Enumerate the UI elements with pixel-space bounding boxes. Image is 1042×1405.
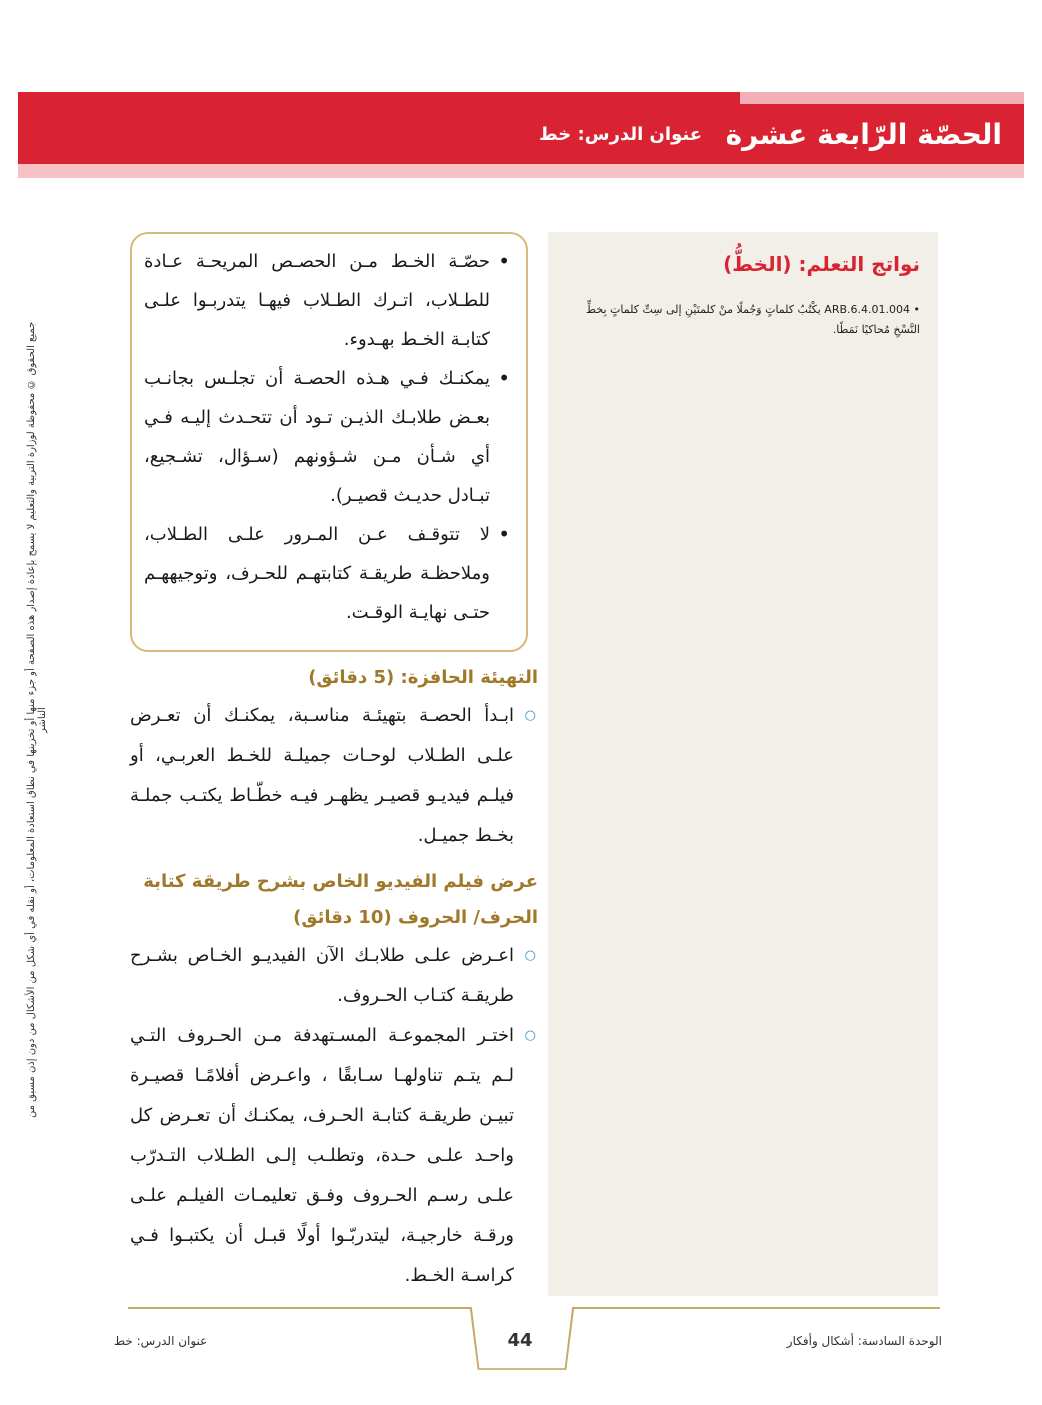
tip-item: • يمكنـك فـي هـذه الحصـة أن تجلـس بجانـب بعـض طلابـك الذيـن تـود أن تتحـدث إليـه فـي أي شـأن مـن شـؤونهم (سـؤال، تشـجيع، تبـادل حديـث قصيـر). (144, 359, 510, 515)
outcomes-panel (548, 232, 938, 1296)
outcomes-title: نواتج التعلم: (الخطُّ) (723, 252, 920, 276)
tips-list (144, 242, 510, 632)
video-list (130, 936, 538, 1296)
outcome-item: • ARB.6.4.01.004 يكْتُبُ كلماتٍ وَجُملًا منْ كلمتَيْنِ إلى سِتِّ كلماتٍ بِخطِّ النَّسْخِ مُحاكيًا نَمَطًا. (585, 303, 920, 336)
video-section-title: عرض فيلم الفيديو الخاص بشرح طريقة كتابة الحرف/ الحروف (10 دقائق) (143, 871, 538, 928)
warmup-title: التهيئة الحافزة: (5 دقائق) (308, 667, 538, 688)
tip-item: • حصّـة الخـط مـن الحصـص المريحـة عـادة للطـلاب، اتـرك الطـلاب فيهـا يتدربـوا علـى كتابـة الخـط بهـدوء. (144, 242, 510, 359)
footer-unit: الوحدة السادسة: أشكال وأفكار (786, 1334, 942, 1348)
lesson-steps (130, 660, 538, 1296)
warmup-item: ○ ابـدأ الحصـة بتهيئـة مناسـبة، يمكنـك أن تعـرض علـى الطـلاب لوحـات جميلـة للخـط العربـي، أو فيلـم فيديـو قصيـر يظهـر فيـه خطّـاط يكتـب جملـة بخـط جميـل. (130, 696, 538, 856)
footer-lesson: عنوان الدرس: خط (114, 1334, 208, 1348)
banner-bottom-strip (18, 164, 1024, 178)
page-number: 44 (507, 1330, 533, 1351)
lesson-title: الحصّة الرّابعة عشرة (725, 118, 1002, 151)
lesson-subtitle: عنوان الدرس: خط (539, 124, 702, 145)
video-item: ○ اعـرض علـى طلابـك الآن الفيديـو الخـاص بشـرح طريقـة كتـاب الحـروف. (130, 936, 538, 1016)
copyright-side-note: جميع الحقوق © محفوظة لوزارة التربية والتعليم لا يسمح بإعادة إصدار هذه الصفحة أو جزء منها أو تخزينها في نطاق استعادة المعلومات، أو نقله في أي شكل من الأشكال من دون إذن مسبق من الناشر (26, 321, 48, 1119)
warmup-list (130, 696, 538, 856)
tip-item: • لا تتوقـف عـن المـرور علـى الطـلاب، وملاحظـة طريقـة كتابتهـم للحـرف، وتوجيههـم حتـى نهايـة الوقـت. (144, 515, 510, 632)
banner-accent-strip (740, 92, 1024, 104)
teacher-tips-box (130, 232, 528, 652)
video-item: ○ اختـر المجموعـة المسـتهدفة مـن الحـروف التـي لـم يتـم تناولهـا سـابقًا ، واعـرض أفلامًـا قصيـرة تبيـن طريقـة كتابـة الحـرف، يمكنـك أن تعـرض كل واحـد علـى حـدة، وتطلـب إلـى الطـلاب التـدرّب علـى رسـم الحـروف وفـق تعليمـات الفيلـم علـى ورقـة خارجيـة، ليتدربّـوا أولًا قبـل أن يكتبـوا فـي كراسـة الخـط. (130, 1016, 538, 1296)
